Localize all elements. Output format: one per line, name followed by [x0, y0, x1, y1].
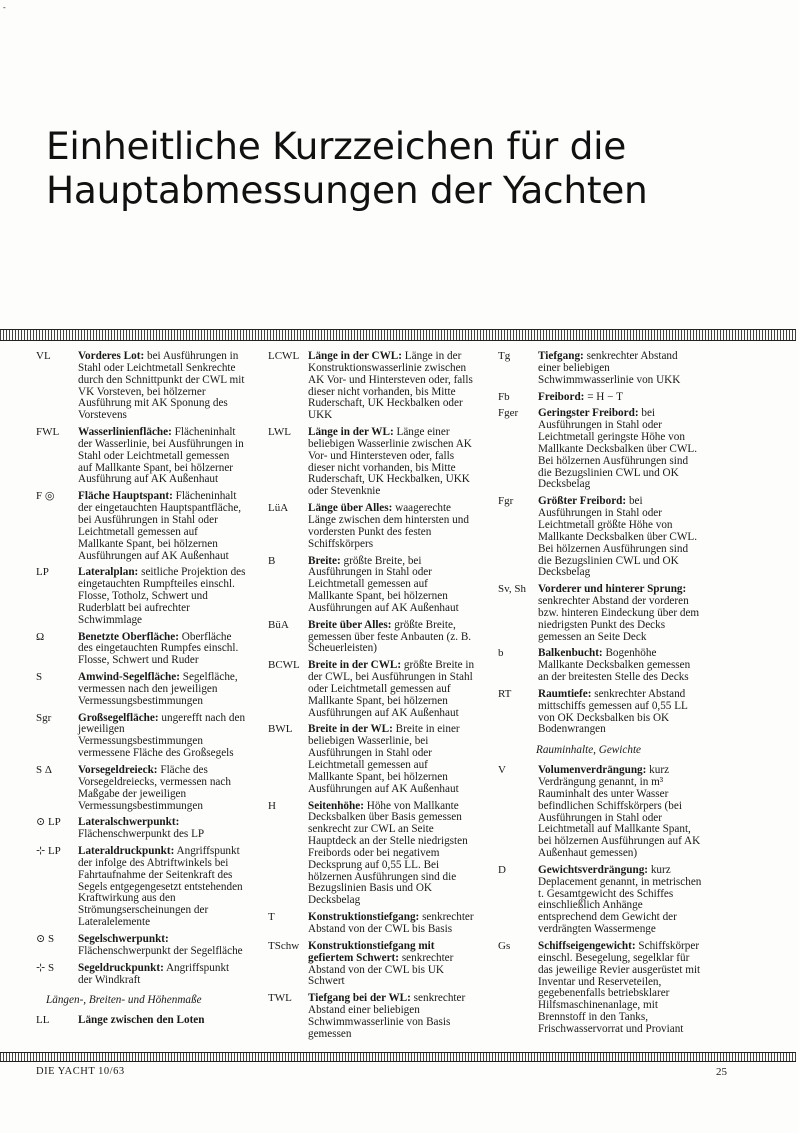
- entry-symbol: D: [498, 863, 506, 876]
- entry-description: größte Breite in der CWL, bei Ausführungen in Stahl oder Leichtmetall gemessen auf Mallkante Spant, bei hölzernen Ausführungen auf AK Außenhaut: [308, 659, 475, 719]
- glossary-entry: [268, 427, 476, 498]
- entry-text: [538, 765, 702, 860]
- top-rule: [0, 329, 796, 341]
- entry-term: Lateralschwerpunkt:: [78, 816, 180, 829]
- entry-description: senkrechter Abstand von der CWL bis UK Schwert: [308, 951, 454, 988]
- glossary-entry: [498, 584, 702, 643]
- entry-symbol: Sv, Sh: [498, 583, 527, 596]
- entry-description: kurz Deplacement genannt, in metrischen t. Gesamtgewicht des Schiffes einschließlich Anhänge entsprechend dem Gewicht der verdrängten Wassermenge: [538, 863, 702, 936]
- entry-symbol: ⊙ LP: [36, 816, 61, 829]
- entry-symbol: V: [498, 764, 506, 777]
- entry-symbol: B: [268, 554, 276, 567]
- entry-description: senkrechter Abstand mittschiffs gemessen auf 0,55 LL von OK Decksbalken bis OK Bodenwrangen: [538, 687, 688, 736]
- entry-text: [538, 648, 702, 684]
- entry-text: [308, 503, 476, 550]
- entry-symbol: S: [36, 671, 43, 684]
- entry-symbol: ⊹ LP: [36, 845, 61, 858]
- glossary-entry: [36, 427, 246, 486]
- glossary-entry: [268, 941, 476, 988]
- entry-symbol: Gs: [498, 939, 511, 952]
- glossary-entry: [498, 496, 702, 579]
- entry-term: Breite:: [308, 554, 341, 567]
- entry-term: Schiffseigengewicht:: [538, 939, 636, 952]
- entry-text: [78, 817, 246, 841]
- entry-text: [538, 496, 702, 579]
- entry-text: [78, 567, 246, 626]
- entry-description: Länge in der Konstruktionswasserlinie zwischen AK Vor- und Hintersteven oder, falls dieser nicht vorhanden, bis Mitte Ruderschaft, UK Heckbalken oder UKK: [308, 350, 473, 422]
- entry-symbol: Fgr: [498, 495, 514, 508]
- entry-description: Fläche des Vorsegeldreiecks, vermessen nach Maßgabe der jeweiligen Vermessungsbestimmungen: [78, 764, 231, 812]
- glossary-entry: [268, 556, 476, 615]
- title-line-1: Einheitliche Kurzzeichen für die: [46, 124, 626, 168]
- entry-term: Vorderer und hinterer Sprung:: [538, 583, 687, 596]
- entry-description: seitliche Projektion des eingetauchten Rumpfteiles einschl. Flosse, Totholz, Schwert und Ruderblatt bei aufrechter Schwimmlage: [78, 566, 246, 626]
- entry-text: [538, 941, 702, 1036]
- entry-text: [78, 491, 246, 562]
- entry-symbol: RT: [498, 687, 512, 700]
- entry-description: Flächenschwerpunkt der Segelfläche: [78, 944, 243, 957]
- glossary-entry: [36, 765, 246, 812]
- glossary-entry: [268, 993, 476, 1040]
- entry-term: Amwind-Segelfläche:: [78, 671, 180, 684]
- entry-description: bei Ausführungen in Stahl oder Leichtmetall geringste Höhe von Mallkante Decksbalken über CWL. Bei hölzernen Ausführungen sind die Bezugslinien CWL und OK Decksbelag: [538, 407, 698, 491]
- entry-description: Flächenschwerpunkt des LP: [78, 828, 205, 841]
- column-2: [268, 351, 476, 1046]
- entry-term: Benetzte Oberfläche:: [78, 630, 179, 643]
- entry-term: Raumtiefe:: [538, 687, 592, 700]
- entry-symbol: TSchw: [268, 939, 300, 952]
- entry-description: Angriffspunkt der Windkraft: [78, 961, 230, 986]
- entry-term: Geringster Freibord:: [538, 407, 639, 420]
- entry-description: größte Breite, bei Ausführungen in Stahl oder Leichtmetall gemessen auf Mallkante Spant, bei hölzernen Ausführungen auf AK Außenhaut: [308, 554, 459, 614]
- entry-symbol: ⊹ S: [36, 961, 55, 974]
- entry-text: [538, 392, 702, 404]
- entry-symbol: Fb: [498, 390, 510, 403]
- entry-description: = H − T: [584, 390, 623, 403]
- entry-term: Vorsegeldreieck:: [78, 764, 158, 776]
- entry-description: senkrechter Abstand von der CWL bis Basis: [308, 911, 474, 935]
- entry-description: Flächeninhalt der eingetauchten Hauptspantfläche, bei Ausführungen in Stahl oder Leichtmetall gemessen auf Mallkante Spant, bei hölzernen Ausführungen auf AK Außenhaut: [78, 490, 242, 562]
- glossary-entry: [268, 724, 476, 795]
- entry-term: Fläche Hauptspant:: [78, 490, 173, 503]
- glossary-entry: [268, 503, 476, 550]
- entry-text: [78, 713, 246, 760]
- column-3: [498, 351, 702, 1041]
- entry-text: [538, 584, 702, 643]
- footer-publication: DIE YACHT 10/63: [36, 1066, 125, 1077]
- entry-text: [308, 351, 476, 422]
- entry-text: [538, 865, 702, 936]
- entry-term: Größter Freibord:: [538, 495, 627, 508]
- entry-text: [78, 672, 246, 708]
- entry-symbol: LWL: [268, 426, 292, 439]
- entry-term: Volumenverdrängung:: [538, 764, 647, 777]
- entry-symbol: LL: [36, 1014, 50, 1027]
- entry-symbol: Fger: [498, 407, 519, 420]
- entry-description: bei Ausführungen in Stahl oder Leichtmetall Senkrechte durch den Schnittpunkt der CWL mit VK Vorsteven, bei hölzerner Ausführung mit AK Sponung des Vorstevens: [78, 350, 245, 422]
- glossary-entry: [498, 648, 702, 684]
- entry-symbol: T: [268, 911, 275, 924]
- entry-symbol: BüA: [268, 618, 289, 631]
- entry-term: Seitenhöhe:: [308, 799, 364, 812]
- entry-description: Schiffskörper einschl. Besegelung, segelklar für das jeweilige Revier ausgerüstet mit Inventar und Reserveteilen, gegebenenfalls betriebsklarer Hilfsmaschinenanlage, mit Brennstoff in den Tanks, Frischwasservorrat und Proviant: [538, 939, 701, 1035]
- entry-text: [78, 963, 246, 987]
- entry-symbol: VL: [36, 350, 51, 362]
- entry-text: [78, 427, 246, 486]
- glossary-entry: [268, 801, 476, 908]
- glossary-entry: [498, 351, 702, 387]
- entry-description: Oberfläche des eingetauchten Rumpfes einschl. Flosse, Schwert und Ruder: [78, 630, 239, 667]
- glossary-entry: [268, 351, 476, 422]
- glossary-entry: [36, 963, 246, 987]
- title-line-2: Hauptabmessungen der Yachten: [46, 168, 648, 212]
- entry-term: Länge über Alles:: [308, 502, 393, 515]
- entry-text: [308, 556, 476, 615]
- entry-term: Länge in der WL:: [308, 426, 394, 439]
- glossary-entry: [498, 765, 702, 860]
- glossary-entry: [498, 392, 702, 404]
- footer-page-number: 25: [716, 1066, 727, 1078]
- section-heading: Längen-, Breiten- und Höhenmaße: [46, 994, 202, 1007]
- entry-text: [308, 724, 476, 795]
- entry-symbol: FWL: [36, 426, 60, 439]
- entry-term: Wasserlinienfläche:: [78, 426, 172, 439]
- entry-description: Angriffspunkt der infolge des Abtriftwinkels bei Fahrtaufnahme der Seitenkraft des Segels entgegengesetzt entstehenden Kraftwirkung aus den Strömungserscheinungen der Lateralelemente: [78, 845, 243, 929]
- glossary-entry: [498, 689, 702, 736]
- glossary-entry: [36, 491, 246, 562]
- entry-term: Konstruktionstiefgang mit gefiertem Schwert:: [308, 939, 435, 964]
- page-title: [46, 124, 746, 212]
- entry-text: [308, 660, 476, 719]
- entry-symbol: Sgr: [36, 711, 52, 724]
- entry-term: Breite in der WL:: [308, 723, 393, 736]
- entry-symbol: BCWL: [268, 659, 300, 672]
- entry-text: [308, 620, 476, 656]
- entry-symbol: H: [268, 799, 276, 812]
- entry-symbol: BWL: [268, 723, 293, 736]
- entry-term: Konstruktionstiefgang:: [308, 911, 420, 924]
- entry-symbol: LCWL: [268, 350, 300, 362]
- entry-term: Freibord:: [538, 390, 585, 403]
- entry-description: waagerechte Länge zwischen dem hintersten und vordersten Punkt des festen Schiffskörpers: [308, 502, 469, 550]
- entry-text: [538, 351, 702, 387]
- glossary-entry: [498, 941, 702, 1036]
- entry-description: kurz Verdrängung genannt, in m³ Rauminhalt des unter Wasser befindlichen Schiffskörpers (bei Ausführungen in Stahl oder Leichtmetall auf Mallkante Spant, bei hölzernen Ausführungen auf AK Außenhaut gemessen): [538, 764, 701, 860]
- glossary-entry: [36, 672, 246, 708]
- entry-symbol: Tg: [498, 350, 511, 362]
- entry-term: Großsegelfläche:: [78, 711, 159, 724]
- glossary-entry: [498, 408, 702, 491]
- glossary-entry: [268, 620, 476, 656]
- column-1: [36, 351, 246, 1032]
- entry-term: Segeldruckpunkt:: [78, 961, 164, 974]
- glossary-entry: [268, 660, 476, 719]
- glossary-entry: [498, 865, 702, 936]
- entry-term: Lateralplan:: [78, 566, 139, 579]
- glossary-entry: [268, 912, 476, 936]
- entry-description: senkrechter Abstand einer beliebigen Schwimmwasserlinie von UKK: [538, 350, 681, 386]
- entry-symbol: LüA: [268, 502, 289, 515]
- section-heading: Rauminhalte, Gewichte: [536, 744, 642, 757]
- bottom-rule: [0, 1052, 796, 1062]
- entry-text: [308, 427, 476, 498]
- entry-symbol: ⊙ S: [36, 932, 55, 945]
- glossary-entry: [36, 567, 246, 626]
- entry-term: Vorderes Lot:: [78, 350, 145, 362]
- corner-mark: -: [3, 3, 6, 12]
- entry-text: [78, 765, 246, 812]
- entry-description: größte Breite, gemessen über feste Anbauten (z. B. Scheuerleisten): [308, 618, 472, 655]
- entry-description: Breite in einer beliebigen Wasserlinie, bei Ausführungen in Stahl oder Leichtmetall gemessen auf Mallkante Spant, bei hölzernen Ausführungen auf AK Außenhaut: [308, 723, 460, 795]
- entry-term: Länge in der CWL:: [308, 350, 402, 362]
- entry-text: [538, 408, 702, 491]
- entry-text: [78, 351, 246, 422]
- glossary-entry: [36, 934, 246, 958]
- entry-description: Bogenhöhe Mallkante Decksbalken gemessen an der breitesten Stelle des Decks: [538, 647, 691, 684]
- entry-term: Gewichtsverdrängung:: [538, 863, 649, 876]
- entry-description: Länge einer beliebigen Wasserlinie zwischen AK Vor- und Hintersteven oder, falls dieser nicht vorhanden, bis Mitte Ruderschaft, UK Heckbalken, UKK oder Stevenknie: [308, 426, 472, 498]
- glossary-entry: [36, 632, 246, 668]
- entry-symbol: F ◎: [36, 490, 55, 503]
- entry-text: [308, 993, 476, 1040]
- entry-term: Breite in der CWL:: [308, 659, 402, 672]
- entry-description: Höhe von Mallkante Decksbalken über Basis gemessen senkrecht zur CWL an Seite Hauptdeck an der Stelle niedrigsten Freibords oder bei negativem Decksprung auf 0,55 LL. Bei hölzernen Ausführungen sind die Bezugslinien Basis und OK Decksbelag: [308, 799, 468, 907]
- entry-term: Lateraldruckpunkt:: [78, 845, 175, 858]
- entry-symbol: S Δ: [36, 764, 52, 776]
- entry-description: Segelfläche, vermessen nach den jeweiligen Vermessungsbestimmungen: [78, 671, 238, 707]
- entry-term: Breite über Alles:: [308, 618, 392, 631]
- entry-text: [78, 1015, 246, 1027]
- glossary-entry: [36, 351, 246, 422]
- entry-text: [538, 689, 702, 736]
- entry-term: Tiefgang:: [538, 350, 584, 362]
- entry-symbol: LP: [36, 566, 49, 579]
- entry-term: Balkenbucht:: [538, 647, 603, 660]
- entry-description: Flächeninhalt der Wasserlinie, bei Ausführungen in Stahl oder Leichtmetall gemessen auf Mallkante Spant, bei hölzerner Ausführung auf AK Außenhaut: [78, 426, 244, 486]
- entry-symbol: TWL: [268, 992, 292, 1005]
- entry-term: Segelschwerpunkt:: [78, 932, 169, 945]
- entry-text: [78, 632, 246, 668]
- entry-symbol: b: [498, 647, 504, 660]
- entry-text: [78, 934, 246, 958]
- glossary-entry: [36, 1015, 246, 1027]
- glossary-entry: [36, 713, 246, 760]
- glossary-entry: [36, 817, 246, 841]
- glossary-entry: [36, 846, 246, 929]
- entry-symbol: Ω: [36, 630, 45, 643]
- entry-description: ungerefft nach den jeweiligen Vermessungsbestimmungen vermessene Fläche des Großsegels: [78, 711, 246, 760]
- entry-term: Länge zwischen den Loten: [78, 1014, 205, 1027]
- entry-text: [308, 912, 476, 936]
- entry-description: senkrechter Abstand einer beliebigen Schwimmwasserlinie von Basis gemessen: [308, 992, 466, 1040]
- entry-text: [308, 801, 476, 908]
- entry-text: [308, 941, 476, 988]
- entry-description: senkrechter Abstand der vorderen bzw. hinteren Eindeckung über dem niedrigsten Punkt des Decks gemessen an Seite Deck: [538, 595, 700, 643]
- entry-description: bei Ausführungen in Stahl oder Leichtmetall größte Höhe von Mallkante Decksbalken über CWL. Bei hölzernen Ausführungen sind die Bezugslinien CWL und OK Decksbelag: [538, 495, 698, 579]
- entry-term: Tiefgang bei der WL:: [308, 992, 411, 1005]
- entry-text: [78, 846, 246, 929]
